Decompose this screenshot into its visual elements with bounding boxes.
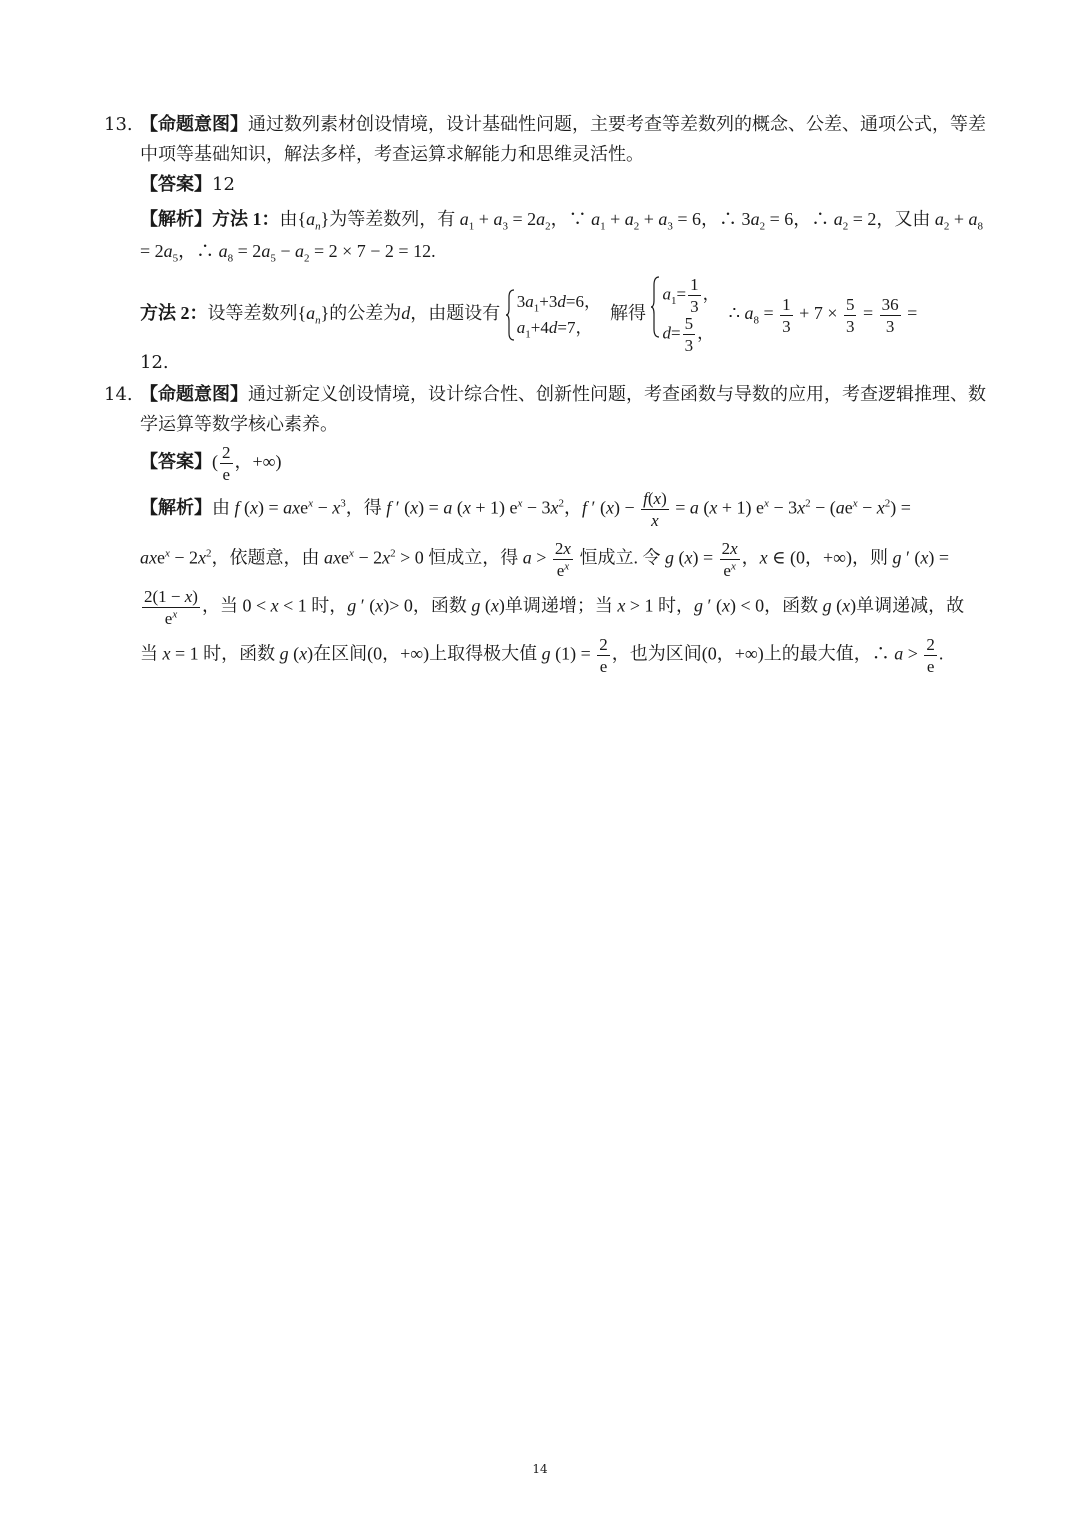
q13-method2-line: 方法 2：设等差数列$\{a_n\}$的公差为d，由题设有 $3a_1+3d=6$， $a_1+4d=7$， 解得 $a_1=$ $\frac{1}{3}$ ， d= $\frac{5}{3}$ ， ∴ $a_8$ = $\frac{1}{3}$ + 7 × $\frac{5}{3}$ = $\frac{36}{3}$ = (140, 275, 918, 355)
q14-analysis-line4: 当 x = 1 时，函数 g (x)在区间(0，+∞)上取得极大值 g (1) = $\frac{2}{e}$ ，也为区间(0，+∞)上的最大值，∴ a > $\frac{2}{e}$ . (140, 635, 944, 676)
left-brace-icon (505, 289, 515, 341)
q14-intent-line2: 学运算等数学核心素养。 (140, 414, 338, 435)
q14-analysis-line2: $axe^x - 2x^2$，依题意，由 $axe^x - 2x^2 > 0$ 恒成立，得 a > $\frac{2x}{e^x}$ 恒成立. 令 g (x) = $\frac{2x}{e^x}$ ，x ∈ (0，+∞)，则 g ′ (x) = (140, 539, 950, 580)
q14-analysis-line3: $\frac{2(1 - x)}{e^x}$ ，当 0 < x < 1 时，g ′ (x)> 0，函数 g (x)单调递增；当 x > 1 时，g ′ (x) < 0，函数 g (x)单调递减，故 (144, 587, 965, 628)
q13-intent-head: 【命题意图】 (140, 114, 248, 135)
page-number: 14 (532, 1462, 548, 1476)
q13-answer: 【答案】12 (140, 174, 235, 195)
q13-final: 12. (140, 352, 169, 373)
q13-method1-line2: = $2a_5$，∴ $a_8 = 2a_5 - a_2 = 2 \times 7 - 2 = 12$. (140, 241, 436, 265)
solution-system: $a_1=$ $\frac{1}{3}$ ， d= $\frac{5}{3}$ ， (650, 276, 719, 354)
q13-number: 13. (104, 114, 133, 135)
system-equations: $3a_1+3d=6$， $a_1+4d=7$， (505, 289, 601, 341)
q13-intent-line1: 【命题意图】通过数列素材创设情境，设计基础性问题，主要考查等差数列的概念、公差、通项公式，等差 (140, 114, 986, 135)
q13-method1-line1: 【解析】方法 1：由$\{a_n\}$为等差数列，有 $a_1 + a_3 = 2a_2$，∵ $a_1 + a_2 + a_3 = 6$，∴ $3a_2 = 6$，∴ $a_2 = 2$，又由 $a_2 + a_8$ (140, 209, 984, 233)
q14-intent-line1: 【命题意图】通过新定义创设情境，设计综合性、创新性问题，考查函数与导数的应用，考查逻辑推理、数 (140, 384, 986, 405)
q14-answer: 【答案】( $\frac{2}{e}$ ，+∞) (140, 443, 282, 484)
left-brace-icon (650, 276, 660, 338)
q13-intent-line2: 中项等基础知识，解法多样，考查运算求解能力和思维灵活性。 (140, 144, 644, 165)
q14-analysis-line1: 【解析】由 f $(x) = axe^x - x^3$，得 f ′ (x) = a (x + 1) $e^x - 3x^2$，f ′ (x) − $\frac{f(x)}{x}$ = a (x + 1) $e^x - 3x^2 - (ae^x - x^2)$ = (140, 489, 911, 530)
q14-number: 14. (104, 384, 133, 405)
